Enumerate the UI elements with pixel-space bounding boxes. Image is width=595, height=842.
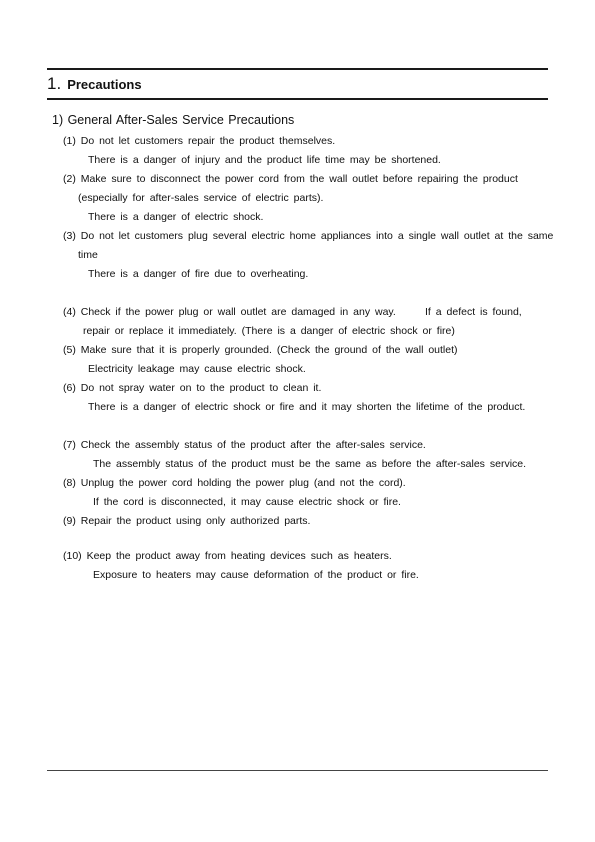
precaution-10-note: Exposure to heaters may cause deformation of the product or fire. bbox=[93, 569, 419, 581]
precaution-3-continued: time bbox=[78, 249, 98, 261]
precaution-3-note: There is a danger of fire due to overheating. bbox=[88, 268, 309, 280]
precaution-10: (10) Keep the product away from heating devices such as heaters. bbox=[63, 550, 392, 562]
precaution-8: (8) Unplug the power cord holding the power plug (and not the cord). bbox=[63, 477, 406, 489]
section-title: Precautions bbox=[67, 77, 142, 92]
precaution-2-note: There is a danger of electric shock. bbox=[88, 211, 264, 223]
precaution-2: (2) Make sure to disconnect the power cord from the wall outlet before repairing the product bbox=[63, 173, 518, 185]
precaution-4-continued: repair or replace it immediately. (There is a danger of electric shock or fire) bbox=[83, 325, 455, 337]
precaution-5: (5) Make sure that it is properly grounded. (Check the ground of the wall outlet) bbox=[63, 344, 458, 356]
precaution-6: (6) Do not spray water on to the product to clean it. bbox=[63, 382, 322, 394]
precaution-2-continued: (especially for after-sales service of electric parts). bbox=[78, 192, 324, 204]
heading-underline-rule bbox=[47, 98, 548, 100]
subsection-title: 1) General After-Sales Service Precautions bbox=[52, 113, 295, 127]
footer-rule bbox=[47, 770, 548, 771]
precaution-3: (3) Do not let customers plug several electric home appliances into a single wall outlet at the same bbox=[63, 230, 554, 242]
precaution-4: (4) Check if the power plug or wall outlet are damaged in any way. bbox=[63, 306, 396, 318]
precaution-4-defect-clause: If a defect is found, bbox=[425, 306, 522, 318]
section-number: 1. bbox=[47, 74, 62, 93]
precaution-5-note: Electricity leakage may cause electric shock. bbox=[88, 363, 306, 375]
section-heading bbox=[47, 74, 142, 96]
precaution-6-note: There is a danger of electric shock or fire and it may shorten the lifetime of the product. bbox=[88, 401, 526, 413]
precaution-7: (7) Check the assembly status of the product after the after-sales service. bbox=[63, 439, 426, 451]
precaution-1: (1) Do not let customers repair the product themselves. bbox=[63, 135, 336, 147]
top-rule bbox=[47, 68, 548, 70]
precaution-7-note: The assembly status of the product must be the same as before the after-sales service. bbox=[93, 458, 527, 470]
precaution-9: (9) Repair the product using only authorized parts. bbox=[63, 515, 311, 527]
precaution-1-note: There is a danger of injury and the product life time may be shortened. bbox=[88, 154, 441, 166]
precaution-8-note: If the cord is disconnected, it may cause electric shock or fire. bbox=[93, 496, 401, 508]
